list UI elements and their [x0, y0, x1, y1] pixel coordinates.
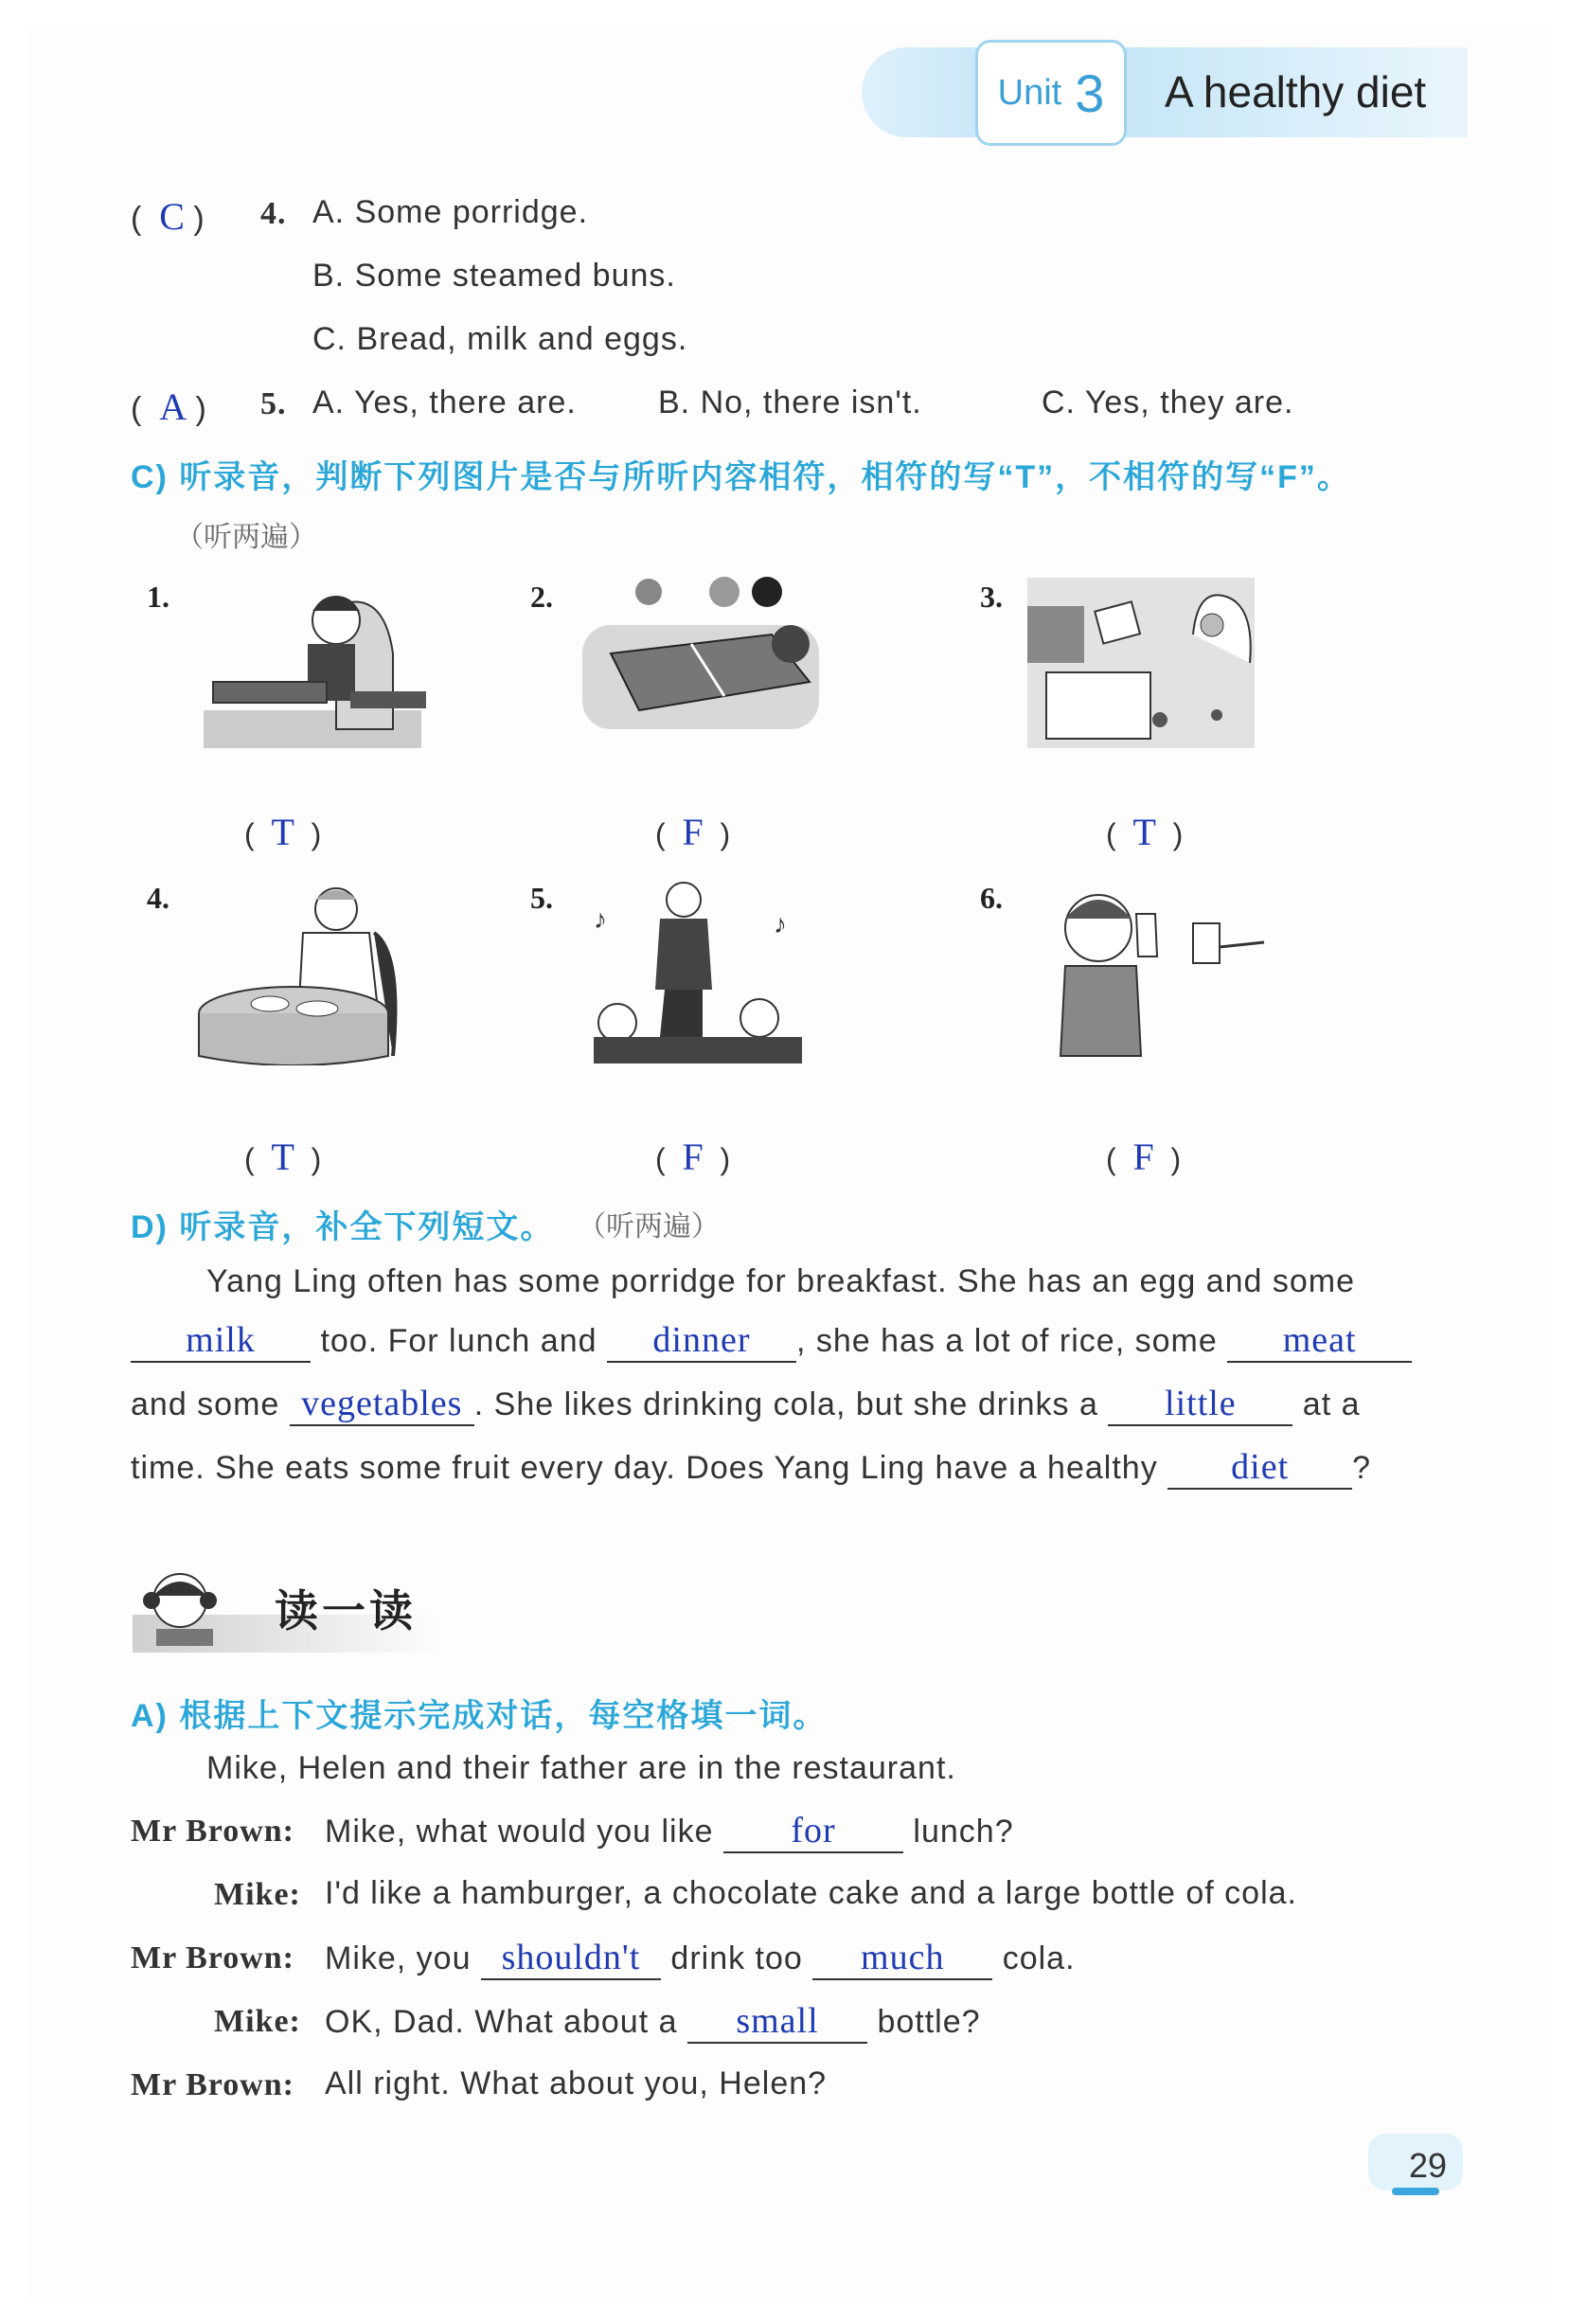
blank-3-answer: meat — [1282, 1320, 1357, 1360]
pic5-answer: F — [682, 1135, 704, 1178]
dialogue-intro: Mike, Helen and their father are in the restaurant. — [206, 1750, 956, 1786]
svg-text:♪: ♪ — [594, 904, 607, 934]
q5-answer-bracket: ( A ) — [131, 385, 206, 428]
pic5-answer-bracket: ( F ) — [655, 1135, 731, 1178]
passage-text: , she has a lot of rice, some — [795, 1323, 1218, 1359]
dialogue-text: bottle? — [877, 2004, 981, 2040]
singer-with-audience-icon — [579, 876, 816, 1065]
animals-playing-table-tennis-icon — [582, 568, 819, 758]
dialogue-text: cola. — [1002, 1940, 1076, 1976]
passage-text: . She likes drinking cola, but she drinks a — [473, 1386, 1098, 1422]
passage-line-4 — [131, 1448, 1371, 1490]
dialogue-blank-4-answer: small — [736, 2001, 819, 2041]
dialogue-blank-1 — [723, 1812, 903, 1853]
person-yawning-on-sofa-icon — [194, 568, 431, 758]
pic6-number: 6. — [980, 881, 1003, 915]
passage-line-2 — [131, 1321, 1412, 1363]
dialogue-blank-3 — [812, 1939, 992, 1980]
dialogue-line-4 — [325, 2002, 981, 2044]
q4-option-b: B. Some steamed buns. — [312, 258, 676, 294]
dialogue-text: Mike, you — [325, 1940, 472, 1976]
dialogue-text: drink too — [670, 1940, 803, 1976]
q4-option-c: C. Bread, milk and eggs. — [312, 321, 688, 357]
section-d-heading: D) 听录音，补全下列短文。 — [131, 1209, 555, 1245]
pic3-answer-bracket: ( T ) — [1106, 811, 1184, 853]
blank-2-answer: dinner — [652, 1320, 751, 1360]
pic4-answer-bracket: ( T ) — [244, 1135, 322, 1178]
dialogue-line-2: I'd like a hamburger, a chocolate cake and a large bottle of cola. — [325, 1875, 1297, 1911]
dialogue-line-3 — [325, 1939, 1076, 1980]
section-c-heading: C) 听录音，判断下列图片是否与所听内容相符，相符的写“T”，不相符的写“F”。 — [131, 459, 1351, 495]
pic1-number: 1. — [147, 580, 169, 614]
speaker-mike: Mike: — [214, 2004, 301, 2039]
passage-text: time. She eats some fruit every day. Does Yang Ling have a healthy — [131, 1450, 1158, 1486]
pic1-answer-bracket: ( T ) — [244, 811, 322, 853]
blank-6-answer: diet — [1231, 1447, 1290, 1487]
passage-text: and some — [131, 1386, 280, 1422]
q5-answer: A — [159, 385, 187, 428]
section-read-title: 读一读 — [275, 1585, 417, 1636]
pic3-number: 3. — [980, 580, 1003, 614]
pic1-answer: T — [271, 811, 294, 853]
dialogue-blank-4 — [687, 2002, 867, 2044]
speaker-mr-brown: Mr Brown: — [131, 1940, 295, 1975]
pic6-answer: F — [1132, 1135, 1154, 1178]
pic6-answer-bracket: ( F ) — [1106, 1135, 1182, 1178]
speaker-mr-brown: Mr Brown: — [131, 1814, 295, 1849]
man-eating-at-table-icon — [194, 876, 431, 1065]
unit-badge — [975, 40, 1127, 146]
passage-text: ? — [1352, 1450, 1372, 1486]
pic4-answer: T — [271, 1135, 294, 1178]
blank-5-answer: little — [1165, 1384, 1237, 1423]
q4-option-a: A. Some porridge. — [312, 194, 589, 230]
q4-answer-bracket: ( C ) — [131, 195, 205, 238]
blank-4 — [290, 1385, 474, 1426]
dialogue-text: OK, Dad. What about a — [325, 2004, 678, 2040]
q5-option-c: C. Yes, they are. — [1042, 384, 1294, 420]
q5-option-b: B. No, there isn't. — [658, 384, 922, 420]
passage-text: too. For lunch and — [320, 1323, 597, 1359]
dialogue-blank-2 — [481, 1939, 661, 1980]
dialogue-line-5: All right. What about you, Helen? — [325, 2065, 828, 2101]
passage-text: at a — [1302, 1386, 1361, 1422]
q5-option-a: A. Yes, there are. — [312, 384, 577, 420]
dialogue-text: Mike, what would you like — [325, 1814, 714, 1850]
pic3-answer: T — [1132, 811, 1156, 853]
dialogue-text: lunch? — [913, 1814, 1014, 1850]
unit-word: Unit — [997, 72, 1062, 113]
boy-refusing-drink-icon — [1032, 876, 1269, 1065]
pic2-answer: F — [682, 811, 704, 853]
blank-1-answer: milk — [186, 1320, 256, 1360]
pic2-number: 2. — [530, 580, 553, 614]
dialogue-blank-3-answer: much — [861, 1938, 945, 1977]
pic5-number: 5. — [530, 881, 553, 915]
dialogue-line-1 — [325, 1812, 1014, 1853]
blank-5 — [1108, 1385, 1292, 1426]
blank-4-answer: vegetables — [301, 1384, 463, 1423]
unit-title: A healthy diet — [1165, 67, 1427, 116]
section-d-note: （听两遍） — [578, 1211, 720, 1242]
blank-2 — [607, 1321, 796, 1363]
q4-answer: C — [159, 195, 185, 238]
section-c-note: （听两遍） — [175, 522, 317, 553]
speaker-mike: Mike: — [214, 1877, 301, 1912]
q4-number: 4. — [260, 196, 287, 231]
read-a-heading: A) 根据上下文提示完成对话，每空格填一词。 — [131, 1698, 828, 1734]
page-number: 29 — [1409, 2146, 1448, 2185]
blank-6 — [1167, 1448, 1352, 1490]
unit-number: 3 — [1075, 63, 1105, 123]
messy-bedroom-pig-icon — [1027, 568, 1264, 758]
dialogue-blank-1-answer: for — [791, 1811, 836, 1850]
blank-1 — [131, 1321, 311, 1363]
dialogue-blank-2-answer: shouldn't — [501, 1938, 641, 1977]
speaker-mr-brown: Mr Brown: — [131, 2067, 295, 2102]
passage-line-3 — [131, 1385, 1361, 1426]
blank-3 — [1227, 1321, 1412, 1363]
passage-line-1: Yang Ling often has some porridge for breakfast. She has an egg and some — [206, 1263, 1355, 1299]
q5-number: 5. — [260, 386, 287, 421]
pic4-number: 4. — [147, 881, 169, 915]
svg-text:♪: ♪ — [774, 909, 787, 939]
pic2-answer-bracket: ( F ) — [655, 811, 731, 853]
